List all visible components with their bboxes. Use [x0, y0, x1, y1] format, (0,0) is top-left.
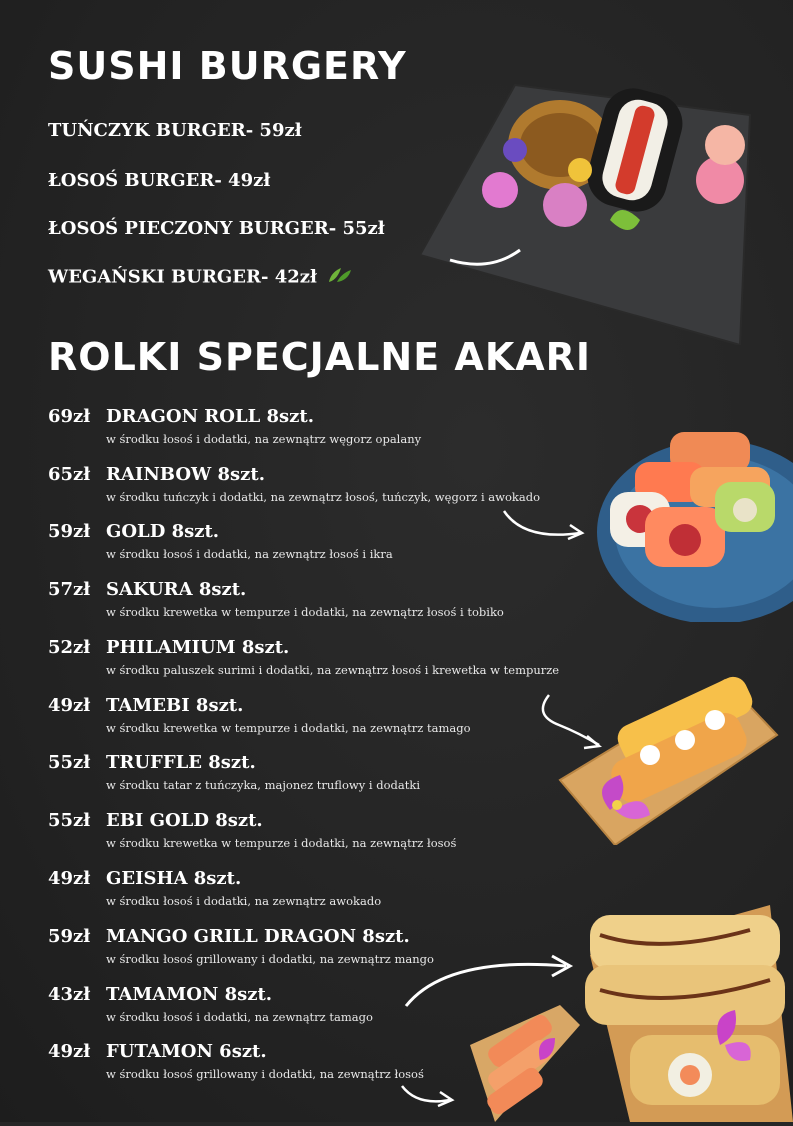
burger-item: ŁOSOŚ BURGER- 49zł — [48, 170, 271, 191]
item-description: w środku krewetka w tempurze i dodatki, na zewnątrz łosoś — [106, 836, 457, 850]
burgers-heading: SUSHI BURGERY — [48, 44, 407, 88]
futamon-roll-photo — [470, 1005, 580, 1122]
item-name: TAMAMON 8szt. — [106, 984, 273, 1005]
burger-item: ŁOSOŚ PIECZONY BURGER- 55zł — [48, 218, 385, 239]
item-price: 57zł — [48, 579, 91, 600]
rainbow-roll-photo — [595, 422, 793, 622]
item-description: w środku łosoś grillowany i dodatki, na zewnątrz mango — [106, 952, 434, 966]
item-description: w środku paluszek surimi i dodatki, na zewnątrz łosoś i krewetka w tempurze — [106, 663, 560, 677]
burger-item: TUŃCZYK BURGER- 59zł — [48, 120, 302, 141]
item-description: w środku tatar z tuńczyka, majonez truflowy i dodatki — [106, 778, 420, 792]
burger-item-vegan — [48, 266, 353, 289]
sushi-burger-photo — [420, 70, 765, 345]
item-description: w środku łosoś grillowany i dodatki, na zewnątrz łosoś — [106, 1067, 424, 1081]
item-price: 69zł — [48, 406, 91, 427]
arrow-icon — [402, 950, 577, 1010]
item-name: EBI GOLD 8szt. — [106, 810, 263, 831]
item-price: 55zł — [48, 752, 91, 773]
burger-item-label: WEGAŃSKI BURGER- 42zł — [48, 266, 317, 288]
arrow-icon — [398, 1082, 458, 1112]
item-price: 65zł — [48, 464, 91, 485]
item-description: w środku łosoś i dodatki, na zewnątrz łosoś i ikra — [106, 547, 393, 561]
arrow-icon — [535, 690, 605, 755]
item-name: MANGO GRILL DRAGON 8szt. — [106, 926, 410, 947]
item-price: 49zł — [48, 695, 91, 716]
rolls-heading: ROLKI SPECJALNE AKARI — [48, 335, 592, 379]
item-description: w środku tuńczyk i dodatki, na zewnątrz łosoś, tuńczyk, węgorz i awokado — [106, 490, 541, 504]
item-name: GOLD 8szt. — [106, 521, 220, 542]
item-price: 49zł — [48, 868, 91, 889]
item-price: 52zł — [48, 637, 91, 658]
item-price: 55zł — [48, 810, 91, 831]
item-price: 59zł — [48, 521, 91, 542]
item-description: w środku łosoś i dodatki, na zewnątrz tamago — [106, 1010, 373, 1024]
item-name: RAINBOW 8szt. — [106, 464, 265, 485]
item-name: TAMEBI 8szt. — [106, 695, 244, 716]
item-name: SAKURA 8szt. — [106, 579, 247, 600]
item-name: DRAGON ROLL 8szt. — [106, 406, 314, 427]
item-description: w środku łosoś i dodatki, na zewnątrz awokado — [106, 894, 382, 908]
item-name: TRUFFLE 8szt. — [106, 752, 256, 773]
item-description: w środku krewetka w tempurze i dodatki, na zewnątrz tamago — [106, 721, 471, 735]
item-description: w środku krewetka w tempurze i dodatki, na zewnątrz łosoś i tobiko — [106, 605, 504, 619]
mango-grill-dragon-photo — [570, 895, 793, 1122]
vegan-leaf-icon — [327, 266, 353, 289]
item-price: 43zł — [48, 984, 91, 1005]
item-price: 49zł — [48, 1041, 91, 1062]
item-name: GEISHA 8szt. — [106, 868, 242, 889]
item-name: FUTAMON 6szt. — [106, 1041, 267, 1062]
arrow-icon — [500, 505, 590, 545]
item-description: w środku łosoś i dodatki, na zewnątrz węgorz opalany — [106, 432, 422, 446]
item-price: 59zł — [48, 926, 91, 947]
item-name: PHILAMIUM 8szt. — [106, 637, 290, 658]
